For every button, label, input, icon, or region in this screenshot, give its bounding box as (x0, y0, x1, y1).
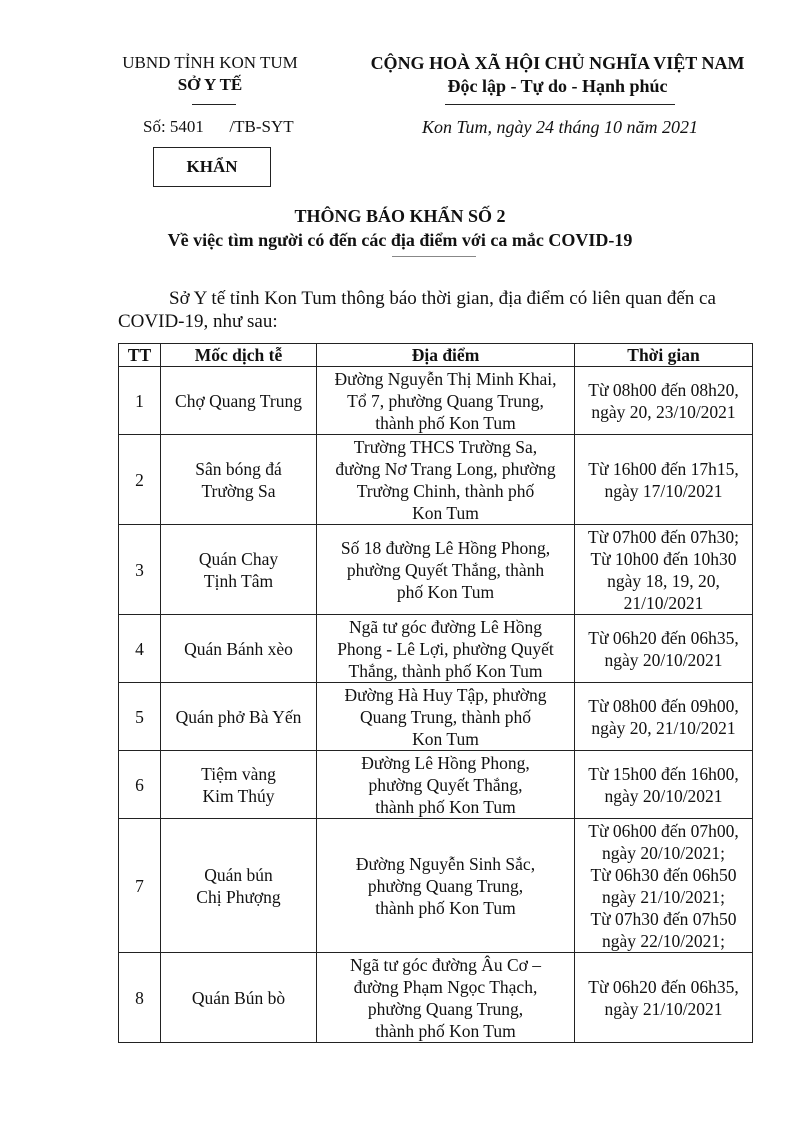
address-line: Kon Tum (412, 502, 479, 523)
address-line: Trường THCS Trường Sa, (353, 436, 538, 457)
header-time: Thời gian (575, 344, 753, 367)
urgent-stamp (153, 147, 271, 187)
place-line: Quán Bún bò (191, 987, 286, 1008)
row-number: 6 (119, 751, 161, 819)
epidemiology-table (118, 343, 753, 1043)
address-line: Đường Nguyễn Sinh Sắc, (355, 853, 536, 874)
address-line: phường Quang Trung, (367, 875, 524, 896)
place-line: Sân bóng đá (195, 458, 282, 479)
time-line: Từ 07h30 đến 07h50 (590, 908, 737, 929)
row-number: 8 (119, 953, 161, 1043)
address-line: Quang Trung, thành phố (359, 706, 532, 727)
address-line: phường Quyết Thắng, (368, 774, 523, 795)
notice-subtitle: Về việc tìm người có đến các địa điểm với ca mắc COVID-19 (167, 230, 633, 250)
time-line: ngày 20, 21/10/2021 (591, 717, 736, 738)
time-line: ngày 21/10/2021 (604, 998, 723, 1019)
place-line: Chị Phượng (196, 886, 281, 907)
intro-line-2: COVID-19, như sau: (118, 311, 278, 332)
row-time (575, 751, 753, 819)
place-date: Kon Tum, ngày 24 tháng 10 năm 2021 (422, 117, 699, 137)
time-line: ngày 20/10/2021; (602, 842, 725, 863)
address-line: Kon Tum (412, 728, 479, 749)
row-place (161, 615, 317, 683)
time-line: ngày 17/10/2021 (604, 480, 723, 501)
address-line: thành phố Kon Tum (375, 412, 516, 433)
row-time (575, 435, 753, 525)
row-number: 1 (119, 367, 161, 435)
urgent-stamp-label: KHẨN (186, 157, 238, 176)
row-place (161, 683, 317, 751)
title-divider (392, 256, 476, 257)
address-line: phố Kon Tum (396, 581, 495, 602)
table-row (119, 615, 753, 683)
row-number: 5 (119, 683, 161, 751)
address-line: phường Quang Trung, (367, 998, 524, 1019)
place-line: Tiệm vàng (201, 763, 276, 784)
time-line: Từ 07h00 đến 07h30; (588, 526, 739, 547)
table-row (119, 953, 753, 1043)
table-row (119, 819, 753, 953)
row-number: 3 (119, 525, 161, 615)
address-line: Đường Lê Hồng Phong, (361, 752, 530, 773)
address-line: thành phố Kon Tum (375, 1020, 516, 1041)
time-line: Từ 06h30 đến 06h50 (590, 864, 737, 885)
row-time (575, 615, 753, 683)
time-line: Từ 16h00 đến 17h15, (588, 458, 739, 479)
address-line: Trường Chinh, thành phố (356, 480, 535, 501)
agency-name: UBND TỈNH KON TUM (122, 53, 298, 72)
row-address (317, 953, 575, 1043)
row-place (161, 751, 317, 819)
row-time (575, 367, 753, 435)
place-line: Quán Chay (198, 548, 279, 569)
row-address (317, 615, 575, 683)
row-number: 7 (119, 819, 161, 953)
table-row (119, 751, 753, 819)
document-number: Số: 5401 /TB-SYT (143, 117, 294, 136)
table-row (119, 683, 753, 751)
time-line: Từ 08h00 đến 09h00, (588, 695, 739, 716)
row-address (317, 367, 575, 435)
table-row (119, 435, 753, 525)
country-name: CỘNG HOÀ XÃ HỘI CHỦ NGHĨA VIỆT NAM (370, 53, 745, 73)
table-row (119, 525, 753, 615)
place-line: Tịnh Tâm (203, 570, 274, 591)
motto: Độc lập - Tự do - Hạnh phúc (447, 76, 668, 96)
header-tt: TT (119, 344, 161, 367)
header-address: Địa điểm (317, 344, 575, 367)
row-time (575, 525, 753, 615)
notice-title: THÔNG BÁO KHẨN SỐ 2 (294, 206, 506, 226)
address-line: Tổ 7, phường Quang Trung, (347, 390, 544, 411)
time-line: ngày 21/10/2021; (602, 886, 725, 907)
department-underline (192, 104, 236, 105)
row-time (575, 819, 753, 953)
row-time (575, 953, 753, 1043)
time-line: ngày 20/10/2021 (604, 649, 723, 670)
place-line: Quán bún (204, 864, 273, 885)
place-line: Trường Sa (201, 480, 276, 501)
intro-line-1: Sở Y tế tỉnh Kon Tum thông báo thời gian, địa điểm có liên quan đến ca (169, 288, 716, 309)
row-address (317, 435, 575, 525)
time-line: 21/10/2021 (623, 592, 704, 613)
row-address (317, 819, 575, 953)
row-place (161, 435, 317, 525)
address-line: phường Quyết Thắng, thành (346, 559, 545, 580)
time-line: ngày 20, 23/10/2021 (591, 401, 736, 422)
time-line: ngày 22/10/2021; (602, 930, 725, 951)
row-place (161, 953, 317, 1043)
address-line: thành phố Kon Tum (375, 897, 516, 918)
row-address (317, 751, 575, 819)
place-line: Quán phở Bà Yến (175, 706, 302, 727)
address-line: Đường Hà Huy Tập, phường (344, 684, 547, 705)
time-line: ngày 18, 19, 20, (607, 570, 720, 591)
row-time (575, 683, 753, 751)
address-line: Ngã tư góc đường Lê Hồng (349, 616, 542, 637)
department-name: SỞ Y TẾ (177, 75, 243, 94)
row-place (161, 819, 317, 953)
time-line: Từ 06h20 đến 06h35, (588, 627, 739, 648)
row-place (161, 525, 317, 615)
place-line: Chợ Quang Trung (175, 390, 302, 411)
time-line: Từ 15h00 đến 16h00, (588, 763, 739, 784)
address-line: Thắng, thành phố Kon Tum (348, 660, 543, 681)
address-line: Ngã tư góc đường Âu Cơ – (349, 954, 542, 975)
row-place (161, 367, 317, 435)
header-place: Mốc dịch tễ (161, 344, 317, 367)
address-line: Số 18 đường Lê Hồng Phong, (340, 537, 551, 558)
time-line: Từ 06h00 đến 07h00, (588, 820, 739, 841)
row-number: 2 (119, 435, 161, 525)
time-line: Từ 10h00 đến 10h30 (590, 548, 737, 569)
table-row (119, 367, 753, 435)
time-line: Từ 08h00 đến 08h20, (588, 379, 739, 400)
row-address (317, 525, 575, 615)
table-header-row (119, 344, 753, 367)
time-line: ngày 20/10/2021 (604, 785, 723, 806)
address-line: đường Phạm Ngọc Thạch, (353, 976, 538, 997)
address-line: thành phố Kon Tum (375, 796, 516, 817)
time-line: Từ 06h20 đến 06h35, (588, 976, 739, 997)
address-line: Đường Nguyễn Thị Minh Khai, (334, 368, 557, 389)
place-line: Kim Thúy (202, 785, 275, 806)
place-line: Quán Bánh xèo (184, 638, 293, 659)
address-line: Phong - Lê Lợi, phường Quyết (337, 638, 554, 659)
row-number: 4 (119, 615, 161, 683)
address-line: đường Nơ Trang Long, phường (335, 458, 556, 479)
row-address (317, 683, 575, 751)
motto-underline (445, 104, 675, 105)
